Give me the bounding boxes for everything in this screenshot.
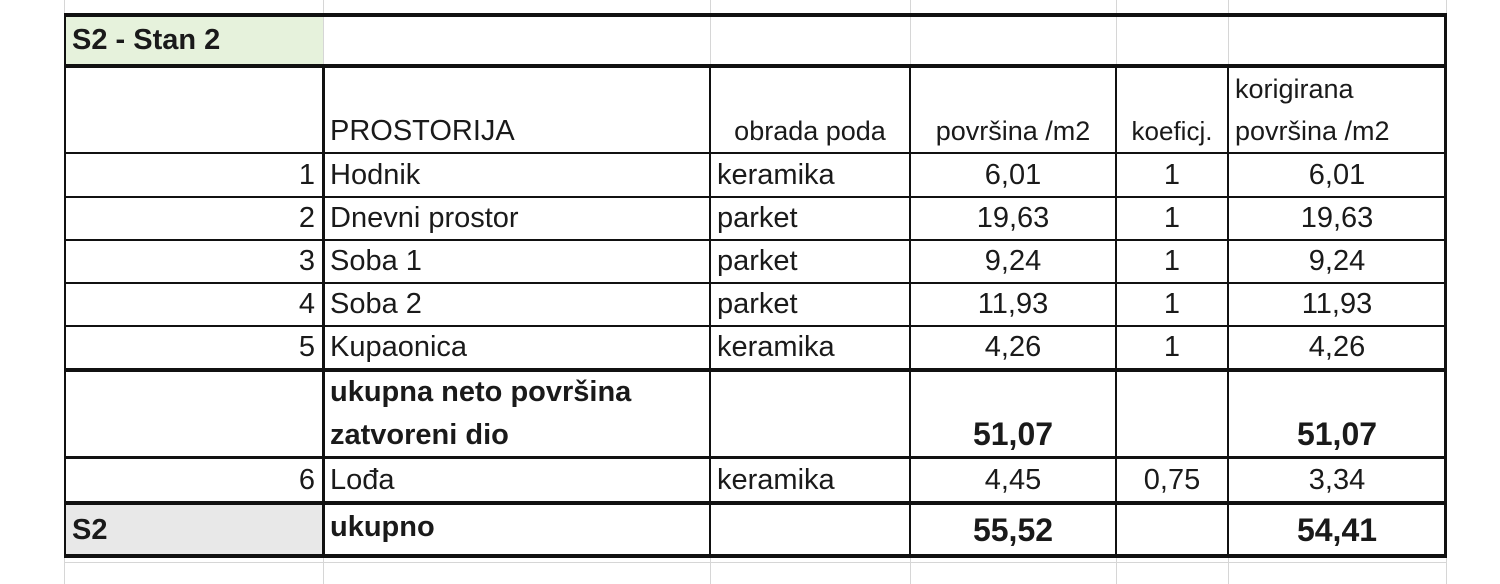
total-label[interactable]: ukupno <box>330 510 435 543</box>
coef-value[interactable]: 1 <box>1163 202 1181 234</box>
corrected-area-value[interactable]: 6,01 <box>1308 159 1366 191</box>
area-value[interactable]: 11,93 <box>977 288 1049 320</box>
gridline <box>64 562 1446 563</box>
header-room[interactable] <box>323 110 710 152</box>
floor-type[interactable]: keramika <box>717 330 835 363</box>
floor-type[interactable]: parket <box>717 288 798 320</box>
floor-type[interactable]: keramika <box>717 159 835 191</box>
room-name[interactable]: Lođa <box>330 463 395 496</box>
area-value[interactable]: 6,01 <box>984 159 1042 191</box>
floor-type[interactable]: parket <box>717 245 798 277</box>
coef-value[interactable]: 1 <box>1163 288 1181 320</box>
row-number[interactable]: 5 <box>298 330 315 363</box>
row-number[interactable]: 6 <box>298 463 315 496</box>
coef-value[interactable]: 1 <box>1163 245 1181 277</box>
header-corr-line1[interactable] <box>1228 68 1446 110</box>
coef-value[interactable]: 1 <box>1163 159 1181 191</box>
border-total-top <box>64 501 1446 505</box>
header-floor[interactable] <box>710 110 910 152</box>
border-right <box>1444 13 1447 558</box>
room-name[interactable]: Soba 2 <box>330 288 422 320</box>
border-col <box>1227 64 1229 558</box>
section-title: S2 - Stan 2 <box>72 24 221 56</box>
area-value[interactable]: 4,26 <box>984 330 1042 363</box>
header-corr-label-1: korigirana <box>1235 73 1354 104</box>
area-value[interactable]: 19,63 <box>976 202 1050 234</box>
header-coef[interactable] <box>1116 110 1228 152</box>
floor-type[interactable]: parket <box>717 202 798 234</box>
room-name[interactable]: Soba 1 <box>330 245 422 277</box>
row-number[interactable]: 4 <box>298 288 315 320</box>
header-floor-label: obrada poda <box>734 115 886 146</box>
row-number[interactable]: 2 <box>298 202 315 234</box>
total-code[interactable]: S2 <box>65 505 323 555</box>
border-subtotal-top <box>64 368 1446 372</box>
corrected-area-value[interactable]: 9,24 <box>1308 245 1366 277</box>
corrected-area-value[interactable]: 4,26 <box>1308 330 1366 363</box>
subtotal-label-line2[interactable]: zatvoreni dio <box>330 418 509 451</box>
corrected-area-value[interactable]: 3,34 <box>1308 463 1366 496</box>
corrected-area-value[interactable]: 19,63 <box>1300 202 1374 234</box>
border-row <box>64 239 1446 241</box>
border-subtotal-bottom <box>64 456 1446 459</box>
row-number[interactable]: 1 <box>298 159 315 191</box>
room-name[interactable]: Kupaonica <box>330 330 468 363</box>
coef-value[interactable]: 1 <box>1163 330 1181 363</box>
coef-value[interactable]: 0,75 <box>1143 463 1201 496</box>
floor-type[interactable]: keramika <box>717 463 835 496</box>
subtotal-corrected-area[interactable]: 51,07 <box>1296 416 1378 452</box>
total-corrected-area[interactable]: 54,41 <box>1296 512 1378 548</box>
border-col <box>709 64 711 558</box>
subtotal-label-line1[interactable]: ukupna neto površina <box>330 375 632 408</box>
header-coef-label: koeficj. <box>1131 116 1213 146</box>
border-row <box>64 282 1446 284</box>
border-total-bottom <box>64 554 1446 558</box>
area-value[interactable]: 9,24 <box>984 245 1042 277</box>
border-col <box>1115 64 1117 558</box>
total-area[interactable]: 55,52 <box>972 512 1054 548</box>
border-top <box>64 13 1446 17</box>
border-header-bottom <box>64 152 1446 154</box>
border-header-top <box>64 64 1446 68</box>
section-title-cell[interactable] <box>65 17 323 64</box>
room-name[interactable]: Dnevni prostor <box>330 202 519 234</box>
subtotal-area[interactable]: 51,07 <box>972 416 1054 452</box>
border-col <box>909 64 911 558</box>
room-name[interactable]: Hodnik <box>330 159 421 191</box>
header-corr-line2[interactable] <box>1228 110 1446 152</box>
area-value[interactable]: 4,45 <box>984 463 1042 496</box>
border-row <box>64 325 1446 327</box>
border-row <box>64 196 1446 198</box>
row-number[interactable]: 3 <box>298 245 315 277</box>
corrected-area-value[interactable]: 11,93 <box>1301 288 1373 320</box>
border-col <box>322 64 325 558</box>
header-room-label: PROSTORIJA <box>330 114 515 147</box>
header-corr-label-2: površina /m2 <box>1235 115 1390 146</box>
header-area-label: površina /m2 <box>935 115 1091 146</box>
border-left <box>64 13 66 558</box>
header-area[interactable] <box>910 110 1116 152</box>
